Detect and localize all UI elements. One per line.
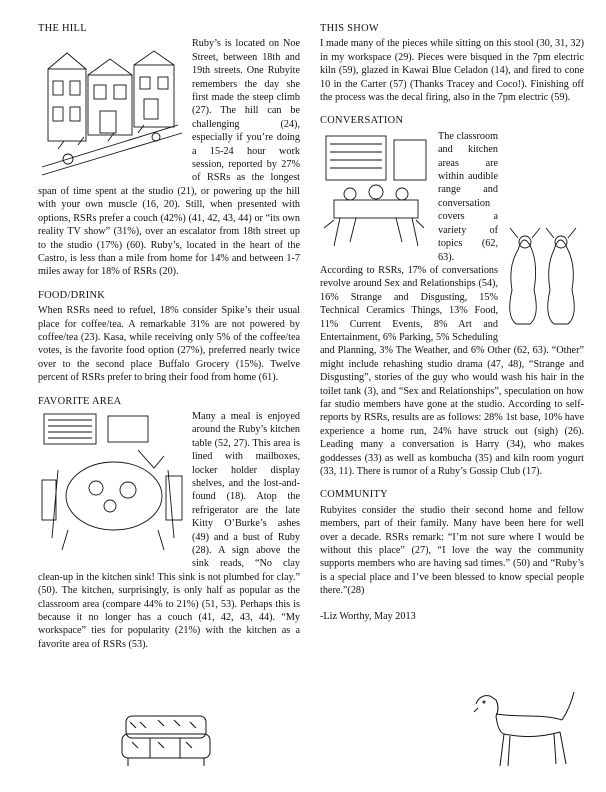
paragraph: I made many of the pieces while sitting on this stool (30, 31, 32) in my workspace (29). Pieces were bisqued in the 7pm electric kiln (59), glazed in Kawai Blue Celadon (14), and fired to cone 10 in the Carter (57) (Thanks Tracey and Coco!). Finishing off the process was the decal firing, also in the 7pm electric (59). bbox=[320, 38, 584, 104]
section-title: CONVERSATION bbox=[320, 115, 404, 127]
section-title: COMMUNITY bbox=[320, 489, 388, 501]
section-title: THIS SHOW bbox=[320, 23, 379, 34]
paragraph: Rubyites consider the studio their second home and fellow members, part of their family. Many have been here for well over a decade. RSRs remark: “I’m not sure where I would be without this place” (27), “I love the way the community supports members who are having sad times.” (50) and “Ruby’s is a special place and I’ve been blessed to know special people there.”(28) bbox=[320, 504, 584, 597]
section-conversation bbox=[320, 114, 584, 478]
classroom-sketch-icon bbox=[320, 130, 432, 252]
section-title: FOOD/DRINK bbox=[38, 289, 106, 301]
section-food-drink bbox=[38, 289, 300, 385]
section-this-show bbox=[320, 22, 584, 104]
street-houses-sketch-icon bbox=[38, 37, 186, 179]
section-the-hill bbox=[38, 22, 300, 279]
dog-sketch-icon bbox=[470, 686, 580, 772]
left-column bbox=[38, 22, 300, 661]
right-column bbox=[320, 22, 584, 633]
paragraph: When RSRs need to refuel, 18% consider Spike’s their usual place for coffee/tea. A remarkable 31% are not powered by coffee/tea (23). Kasa, while receiving only 5% of the coffee/tea votes, is the favorite food option (27%), preferred nearly twice over to the second place Buffalo Grocery (15%). Twelve percent of RSRs prefer to bring their food from home (61). bbox=[38, 305, 300, 384]
signature: -Liz Worthy, May 2013 bbox=[320, 610, 416, 622]
goddess-figures-sketch-icon bbox=[504, 220, 584, 332]
paragraph: The classroom and kitchen areas are within audible range and conversation covers a variety of topics (62, 63). According to RSRs, 17% of conversations revolve around Sex and Relationships (54), 16% Strange and Disgusting, 15% Technical Ceramics Things, 13% Food, 11% Current Events, 8% Art and Entertainment, 6% Parking, 5% Scheduling and Planning, 3% The Weather, and 6% Other (62, 63). “Other” might include rehashing studio drama (47, 48), “Strange and Disgusting”, stories of the guy who would wash his hair in the toilet tank (3), and “Sex and Relationships”, speculation on how far studio members have gone at the studio. According to self-reports by RSRs, results are as follows: 28% 1st base, 10% have experience a home run, 24% have struck out (sigh) (26). Leading many a conversation is Harry (34), who makes goddesses (33) as well as kombucha (35) and kiln room yogurt (33, 11). There is rumor of a Ruby’s Gossip Club (17). bbox=[320, 130, 584, 477]
paragraph: Ruby’s is located on Noe Street, between 18th and 19th streets. One Rubyite remembers the day she first made the steep climb (27). The hill can be challenging (24), especially if you’re doing a 15-24 hour work session, reported by 27% of RSRs as the longest span of time spent at the studio (21), or powering up the hill with your own muscle (16, 20). Still, when presented with options, RSRs prefer a couch (42%) (41, 42, 43, 44) or “its own reality TV show” (31%), over an escalator from 18th street up to the studio (17%) (60). Ruby’s, located in the heart of the Castro, is less than a mile from home for 14% and between 1-7 miles away for 18% of RSRs (20). bbox=[38, 38, 300, 278]
section-title: THE HILL bbox=[38, 23, 87, 34]
section-community bbox=[320, 488, 584, 623]
kitchen-table-sketch-icon bbox=[38, 410, 186, 556]
section-title: FAVORITE AREA bbox=[38, 395, 122, 407]
section-favorite-area bbox=[38, 395, 300, 652]
paragraph: Many a meal is enjoyed around the Ruby’s kitchen table (52, 27). This area is lined with mailboxes, locker holder display shelves, and the lost-and-found (18). Atop the refrigerator are the late Kitty O’Burke’s ashes (49) and a bust of Ruby (28). A sign above the sink reads, “No clay clean-up in the kitchen sink! This sink is not plumbed for clay.” (50). The kitchen, surprisingly, is only half as popular as the classroom area (compare 44% to 21%) (51, 53). Perhaps this is because it no longer has a couch (41, 42, 43, 44). “My workspace” ties for popularity (21%) with the kitchen as a favorite area of RSRs (53). bbox=[38, 410, 300, 650]
couch-sketch-icon bbox=[118, 712, 214, 770]
